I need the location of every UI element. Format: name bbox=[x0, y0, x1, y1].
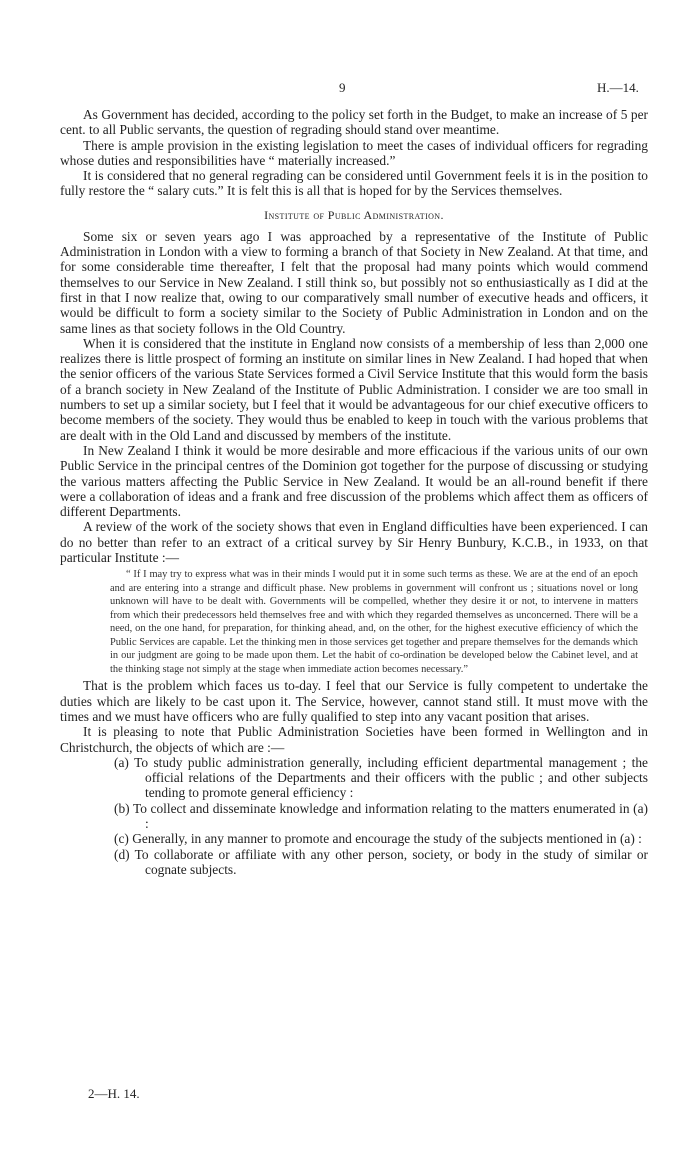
list-item: (a) To study public administration generally, including efficient departmental management ; the official relations of the Departments and their officers with the public ; and other subjects tending to promote general efficiency : bbox=[114, 754, 648, 801]
paragraph: In New Zealand I think it would be more desirable and more efficacious if the various units of our own Public Service in the principal centres of the Dominion got together for the purpose of discussing or studying the various matters affecting the Public Service in New Zealand. It would be an all-round benefit if there were a collaboration of ideas and a frank and free discussion of the problems which affect them as officers of different Departments. bbox=[60, 442, 648, 520]
block-quote bbox=[110, 568, 638, 676]
paragraph: There is ample provision in the existing legislation to meet the cases of individual officers for regrading whose duties and responsibilities have “ materially increased.” bbox=[60, 137, 648, 168]
paragraph: That is the problem which faces us to-day. I feel that our Service is fully competent to undertake the duties which are likely to be cast upon it. The Service, however, cannot stand still. It must move with the times and we must have officers who are fully qualified to step into any vacant position that arises. bbox=[60, 678, 648, 724]
page-footer-reference: 2—H. 14. bbox=[88, 1086, 140, 1101]
quote-text: “ If I may try to express what was in their minds I would put it in some such terms as these. We are at the end of an epoch and are entering into a strange and difficult phase. New problems in government will confront us ; situations novel or long unknown will have to be dealt with. Governments will be compelled, whether they desire it or not, to intervene in matters from which their predecessors held themselves free and with which they regarded themselves as unconcerned. There will be a need, on the one hand, for preparation, for thinking ahead, and, on the other, for the highest executive efficiency of which the Public Services are capable. Let the thinking men in those services get together and prepare themselves for the demands which in our judgment are going to be made upon them. Let the habit of co-ordination be developed below the Cabinet level, and at the thinking stage not simply at the stage when immediate action becomes necessary.” bbox=[110, 569, 638, 675]
section-heading: Institute of Public Administration. bbox=[264, 207, 444, 222]
page-number: 9 bbox=[339, 80, 346, 95]
paragraph: Some six or seven years ago I was approached by a representative of the Institute of Public Administration in London with a view to forming a branch of that Society in New Zealand. At that time, and for some considerable time thereafter, I felt that the proposal had many points which would commend themselves to our Service in New Zealand. I still think so, but possibly not so enthusiastically as I did at the first in that I now realize that, owing to our comparatively small number of executive heads and officers, it would be difficult to form a society similar to the Society of Public Administration in London and on the same lines as that society follows in the Old Country. bbox=[60, 228, 648, 336]
list-item: (c) Generally, in any manner to promote and encourage the study of the subjects mentioned in (a) : bbox=[114, 831, 642, 847]
page-header bbox=[0, 80, 700, 100]
objects-list bbox=[60, 755, 648, 877]
document-reference: H.—14. bbox=[597, 80, 639, 95]
paragraph: A review of the work of the society shows that even in England difficulties have been experienced. I can do no better than refer to an extract of a critical survey by Sir Henry Bunbury, K.C.B., in 1933, on that particular Institute :— bbox=[60, 519, 648, 566]
paragraph: When it is considered that the institute in England now consists of a membership of less than 2,000 one realizes there is little prospect of forming an institute on similar lines in New Zealand. I had hoped that when the senior officers of the various State Services formed a Civil Service Institute that this would form the basis of a branch society in New Zealand of the Institute of Public Administration. I consider we are too small in numbers to set up a similar society, but I feel that it would be advantageous for our chief executive officers to become members of the society. They would thus be enabled to keep in touch with the various problems that are dealt with in the Old Land and discussed by members of the institute. bbox=[60, 335, 648, 443]
paragraph: As Government has decided, according to the policy set forth in the Budget, to make an increase of 5 per cent. to all Public servants, the question of regrading should stand over meantime. bbox=[60, 107, 648, 138]
document-body bbox=[60, 107, 648, 877]
paragraph: It is considered that no general regrading can be considered until Government feels it is in the position to fully restore the “ salary cuts.” It is felt this is all that is hoped for by the Services themselves. bbox=[60, 168, 648, 199]
list-item: (b) To collect and disseminate knowledge and information relating to the matters enumerated in (a) : bbox=[114, 800, 648, 831]
list-item: (d) To collaborate or affiliate with any other person, society, or body in the study of similar or cognate subjects. bbox=[114, 846, 648, 877]
paragraph: It is pleasing to note that Public Administration Societies have been formed in Wellington and in Christchurch, the objects of which are :— bbox=[60, 724, 648, 755]
